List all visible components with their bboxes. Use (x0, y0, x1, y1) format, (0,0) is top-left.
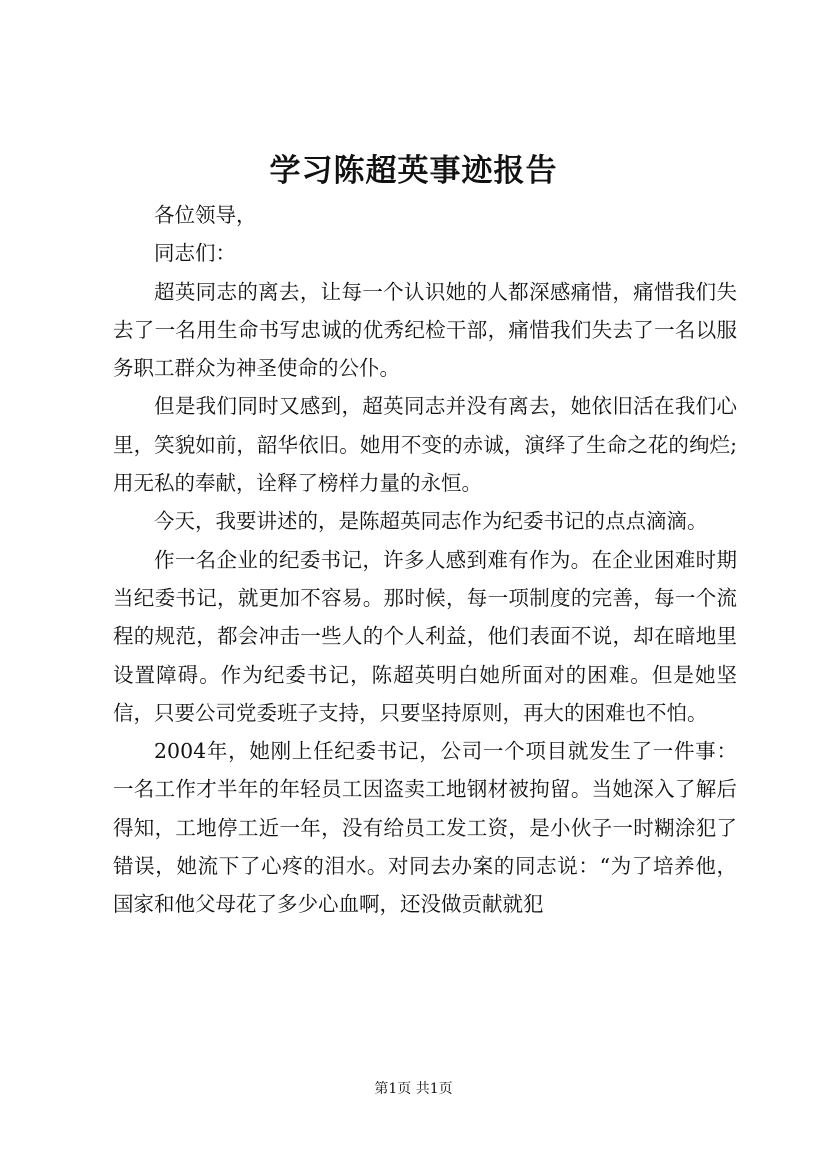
document-body (113, 196, 737, 924)
paragraph-salutation-comrades: 同志们： (154, 241, 236, 266)
document-title: 学习陈超英事迹报告 (269, 153, 558, 189)
paragraph: 作一名企业的纪委书记，许多人感到难有作为。在企业困难时期当纪委书记，就更加不容易。那时候，每一项制度的完善，每一个流程的规范，都会冲击一些人的个人利益，他们表面不说，却在暗地里设置障碍。作为纪委书记，陈超英明白她所面对的困难。但是她坚信，只要公司党委班子支持，只要坚持原则，再大的困难也不怕。 (113, 547, 737, 725)
page-footer: 第1页 共1页 (374, 1081, 453, 1097)
paragraph: 今天，我要讲述的，是陈超英同志作为纪委书记的点点滴滴。 (154, 509, 708, 534)
paragraph: 超英同志的离去，让每一个认识她的人都深感痛惜，痛惜我们失去了一名用生命书写忠诚的优秀纪检干部，痛惜我们失去了一名以服务职工群众为神圣使命的公仆。 (113, 279, 737, 381)
paragraph-salutation-leaders: 各位领导， (154, 203, 257, 227)
paragraph: 但是我们同时又感到，超英同志并没有离去，她依旧活在我们心里，笑貌如前，韶华依旧。她用不变的赤诚，演绎了生命之花的绚烂;用无私的奉献，诠释了榜样力量的永恒。 (113, 394, 737, 496)
paragraph: 2004年，她刚上任纪委书记，公司一个项目就发生了一件事：一名工作才半年的年轻员工因盗卖工地钢材被拘留。当她深入了解后得知，工地停工近一年，没有给员工发工资，是小伙子一时糊涂犯了错误，她流下了心疼的泪水。对同去办案的同志说：“为了培养他，国家和他父母花了多少心血啊，还没做贡献就犯 (113, 739, 737, 917)
